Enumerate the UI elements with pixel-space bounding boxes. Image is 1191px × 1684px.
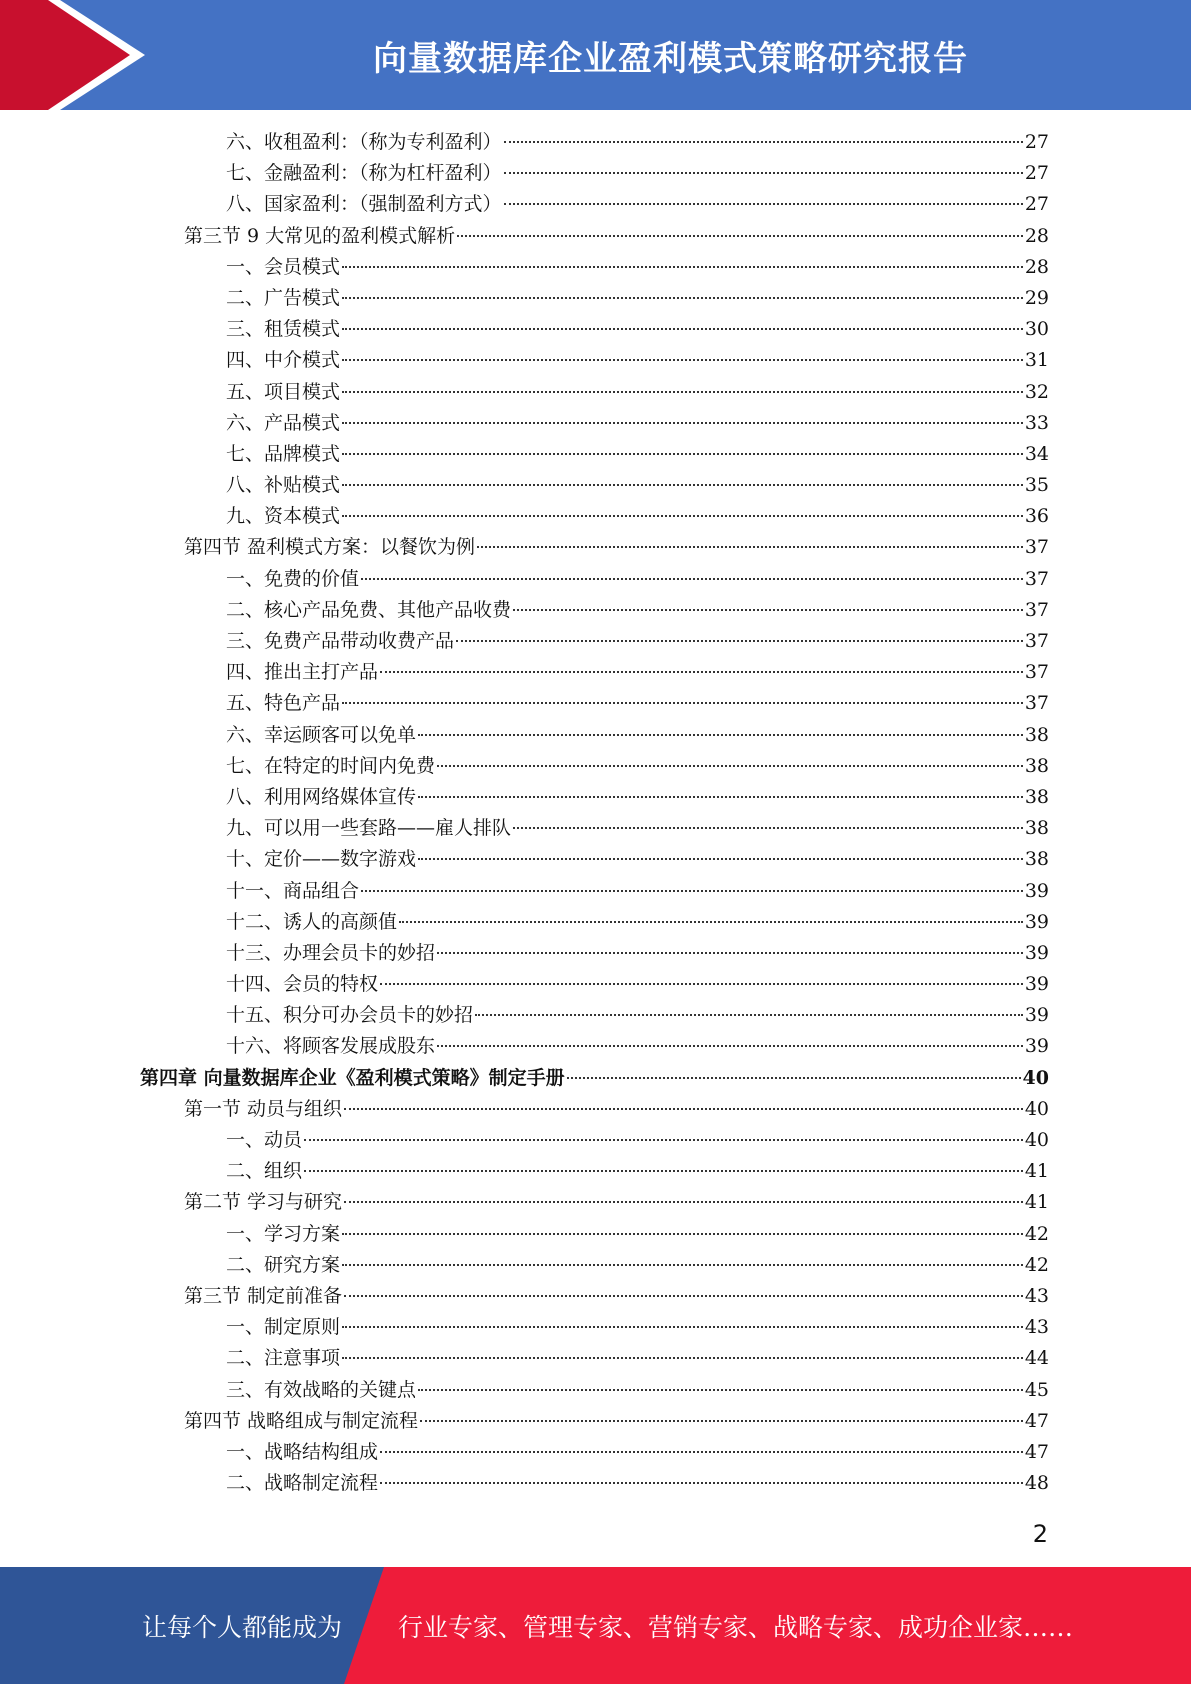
toc-dot-leader (342, 515, 1023, 517)
toc-entry[interactable] (140, 345, 1049, 376)
toc-entry[interactable] (140, 314, 1049, 345)
toc-dot-leader (418, 734, 1023, 736)
toc-entry-page: 39 (1024, 941, 1049, 964)
toc-entry-page: 37 (1024, 661, 1049, 684)
toc-dot-leader (504, 203, 1023, 205)
toc-entry-title: 二、战略制定流程 (226, 1472, 379, 1495)
toc-entry[interactable] (140, 1343, 1049, 1374)
toc-entry-page: 42 (1024, 1222, 1049, 1245)
toc-entry[interactable] (140, 1468, 1049, 1499)
toc-entry-page: 38 (1024, 723, 1049, 746)
toc-entry[interactable] (140, 283, 1049, 314)
toc-entry-title: 三、免费产品带动收费产品 (226, 630, 455, 652)
toc-entry-title: 第四节 战略组成与制定流程 (184, 1409, 419, 1432)
toc-entry-title: 十、定价——数字游戏 (226, 848, 417, 871)
toc-entry-title: 五、特色产品 (226, 692, 341, 715)
toc-entry-page: 27 (1024, 193, 1049, 216)
toc-entry-page: 40 (1024, 1097, 1049, 1120)
toc-entry-title: 三、有效战略的关键点 (226, 1378, 417, 1401)
toc-entry-page: 39 (1024, 973, 1049, 996)
toc-entry-page: 41 (1024, 1191, 1049, 1214)
toc-entry-page: 27 (1024, 162, 1049, 185)
toc-entry[interactable] (140, 1375, 1049, 1406)
toc-entry-title: 四、推出主打产品 (226, 661, 379, 684)
toc-dot-leader (513, 827, 1023, 829)
toc-entry-page: 37 (1024, 567, 1049, 590)
toc-entry-page: 38 (1024, 848, 1049, 871)
toc-entry-title: 七、在特定的时间内免费 (226, 754, 436, 777)
toc-dot-leader (342, 266, 1023, 268)
toc-dot-leader (361, 578, 1023, 580)
toc-entry-title: 三、租赁模式 (226, 318, 341, 341)
toc-entry[interactable] (140, 439, 1049, 470)
toc-dot-leader (456, 640, 1023, 642)
toc-dot-leader (420, 1420, 1023, 1422)
toc-entry-page: 42 (1024, 1253, 1049, 1276)
toc-entry[interactable] (140, 221, 1049, 252)
toc-dot-leader (342, 453, 1023, 455)
page-number: 2 (1032, 1520, 1048, 1548)
toc-entry[interactable] (140, 408, 1049, 439)
toc-dot-leader (380, 671, 1023, 673)
toc-entry-title: 九、可以用一些套路——雇人排队 (226, 817, 512, 840)
toc-entry-page: 41 (1024, 1160, 1049, 1183)
toc-entry-title: 二、研究方案 (226, 1253, 341, 1276)
toc-entry-page: 31 (1024, 349, 1049, 372)
toc-entry[interactable] (140, 501, 1049, 532)
toc-entry[interactable] (140, 532, 1049, 563)
toc-entry-title: 第三节 制定前准备 (184, 1284, 343, 1307)
toc-dot-leader (477, 546, 1023, 548)
toc-entry-page: 37 (1024, 536, 1049, 559)
toc-dot-leader (344, 1108, 1023, 1110)
toc-entry-page: 47 (1024, 1409, 1049, 1432)
toc-dot-leader (567, 1077, 1021, 1079)
toc-entry-page: 36 (1024, 505, 1049, 528)
toc-entry-title: 二、组织 (226, 1160, 303, 1183)
toc-dot-leader (344, 1201, 1023, 1203)
toc-entry-page: 39 (1024, 910, 1049, 933)
toc-entry-page: 43 (1024, 1316, 1049, 1339)
toc-dot-leader (513, 609, 1023, 611)
toc-dot-leader (342, 484, 1023, 486)
toc-entry-title: 一、免费的价值 (226, 567, 360, 590)
toc-dot-leader (437, 765, 1023, 767)
toc-entry-page: 35 (1024, 474, 1049, 497)
toc-dot-leader (342, 297, 1023, 299)
toc-entry-title: 十六、将顾客发展成股东 (226, 1035, 436, 1058)
toc-entry-page: 39 (1024, 1035, 1049, 1058)
header-banner (0, 0, 1191, 110)
toc-entry-page: 30 (1024, 318, 1049, 341)
toc-entry-page: 34 (1024, 442, 1049, 465)
toc-dot-leader (304, 1139, 1023, 1141)
toc-entry-title: 二、核心产品免费、其他产品收费 (226, 598, 512, 621)
toc-entry[interactable] (140, 876, 1049, 907)
toc-dot-leader (342, 1264, 1023, 1266)
toc-entry[interactable] (140, 377, 1049, 408)
toc-dot-leader (304, 1170, 1023, 1172)
toc-entry[interactable] (140, 1187, 1049, 1218)
toc-dot-leader (342, 702, 1023, 704)
toc-entry-page: 39 (1024, 1004, 1049, 1027)
toc-dot-leader (504, 172, 1023, 174)
toc-entry-title: 六、收租盈利：（称为专利盈利） (226, 131, 502, 153)
toc-dot-leader (380, 1451, 1023, 1453)
toc-entry-title: 十四、会员的特权 (226, 973, 379, 996)
toc-entry[interactable] (140, 1063, 1049, 1094)
report-title: 向量数据库企业盈利模式策略研究报告 (373, 38, 968, 79)
toc-entry-page: 33 (1024, 411, 1049, 434)
toc-entry-title: 八、利用网络媒体宣传 (226, 785, 417, 808)
toc-entry-page: 48 (1024, 1472, 1049, 1495)
toc-entry-title: 二、广告模式 (226, 286, 341, 309)
toc-entry[interactable] (140, 657, 1049, 688)
toc-entry-title: 四、中介模式 (226, 349, 341, 372)
toc-entry-title: 十一、商品组合 (226, 879, 360, 902)
toc-entry-title: 一、战略结构组成 (226, 1440, 379, 1463)
footer-slogan-right: 行业专家、管理专家、营销专家、战略专家、成功企业家…… (398, 1612, 1074, 1642)
toc-dot-leader (361, 890, 1023, 892)
toc-dot-leader (342, 1233, 1023, 1235)
toc-entry[interactable] (140, 158, 1049, 189)
toc-dot-leader (342, 422, 1023, 424)
toc-dot-leader (344, 1295, 1023, 1297)
toc-dot-leader (342, 1357, 1023, 1359)
toc-entry[interactable] (140, 1250, 1049, 1281)
toc-entry[interactable] (140, 938, 1049, 969)
toc-entry[interactable] (140, 252, 1049, 283)
toc-entry[interactable] (140, 1125, 1049, 1156)
toc-entry-page: 37 (1024, 692, 1049, 715)
toc-entry-title: 七、品牌模式 (226, 442, 341, 465)
toc-dot-leader (342, 391, 1023, 393)
toc-dot-leader (418, 1389, 1023, 1391)
footer-banner (0, 1567, 1191, 1684)
toc-dot-leader (399, 921, 1023, 923)
toc-dot-leader (437, 952, 1023, 954)
toc-entry[interactable] (140, 1031, 1049, 1062)
table-of-contents (140, 127, 1049, 1499)
toc-entry-title: 一、会员模式 (226, 255, 341, 278)
toc-entry-title: 一、制定原则 (226, 1316, 341, 1339)
toc-entry-page: 43 (1024, 1284, 1049, 1307)
toc-entry-title: 第二节 学习与研究 (184, 1191, 343, 1214)
toc-entry-title: 八、补贴模式 (226, 474, 341, 497)
toc-entry[interactable] (140, 1094, 1049, 1125)
toc-entry[interactable] (140, 595, 1049, 626)
toc-entry[interactable] (140, 1406, 1049, 1437)
toc-entry-title: 十二、诱人的高颜值 (226, 910, 398, 933)
toc-entry-page: 39 (1024, 879, 1049, 902)
toc-entry-title: 第三节 9 大常见的盈利模式解析 (184, 224, 456, 247)
toc-dot-leader (380, 1482, 1023, 1484)
toc-entry[interactable] (140, 1000, 1049, 1031)
toc-entry-page: 38 (1024, 785, 1049, 808)
toc-entry[interactable] (140, 1156, 1049, 1187)
toc-entry[interactable] (140, 470, 1049, 501)
toc-dot-leader (380, 983, 1023, 985)
toc-entry[interactable] (140, 1281, 1049, 1312)
toc-entry-page: 40 (1022, 1066, 1049, 1089)
toc-entry-page: 37 (1024, 630, 1049, 652)
toc-entry-title: 七、金融盈利：（称为杠杆盈利） (226, 162, 502, 185)
footer-slogan-left: 让每个人都能成为 (142, 1612, 343, 1642)
toc-entry-title: 十三、办理会员卡的妙招 (226, 941, 436, 964)
toc-dot-leader (437, 1045, 1023, 1047)
toc-dot-leader (457, 235, 1023, 237)
toc-dot-leader (504, 141, 1023, 143)
toc-entry[interactable] (140, 907, 1049, 938)
toc-entry-title: 五、项目模式 (226, 380, 341, 403)
toc-entry-page: 28 (1024, 224, 1049, 247)
toc-entry[interactable] (140, 688, 1049, 719)
toc-entry[interactable] (140, 751, 1049, 782)
toc-entry[interactable] (140, 1312, 1049, 1343)
toc-entry-title: 六、产品模式 (226, 411, 341, 434)
toc-dot-leader (475, 1014, 1023, 1016)
toc-entry-page: 29 (1024, 286, 1049, 309)
toc-dot-leader (418, 796, 1023, 798)
toc-entry-title: 八、国家盈利：（强制盈利方式） (226, 193, 502, 216)
toc-entry[interactable] (140, 844, 1049, 875)
toc-dot-leader (342, 359, 1023, 361)
toc-entry-page: 47 (1024, 1440, 1049, 1463)
toc-entry-title: 一、动员 (226, 1129, 303, 1151)
toc-entry[interactable] (140, 127, 1049, 158)
toc-entry-page: 40 (1024, 1129, 1049, 1151)
toc-entry-title: 一、学习方案 (226, 1222, 341, 1245)
toc-entry-title: 二、注意事项 (226, 1347, 341, 1370)
toc-entry[interactable] (140, 626, 1049, 657)
toc-dot-leader (418, 858, 1023, 860)
toc-entry[interactable] (140, 189, 1049, 220)
toc-entry-page: 44 (1024, 1347, 1049, 1370)
toc-entry[interactable] (140, 813, 1049, 844)
toc-entry-title: 六、幸运顾客可以免单 (226, 723, 417, 746)
toc-entry-page: 27 (1024, 131, 1049, 153)
toc-entry[interactable] (140, 564, 1049, 595)
toc-entry-title: 九、资本模式 (226, 505, 341, 528)
toc-entry-page: 45 (1024, 1378, 1049, 1401)
toc-entry[interactable] (140, 1219, 1049, 1250)
toc-entry-title: 第四章 向量数据库企业《盈利模式策略》制定手册 (140, 1066, 565, 1089)
toc-entry[interactable] (140, 1437, 1049, 1468)
toc-entry-page: 37 (1024, 598, 1049, 621)
toc-entry-title: 第一节 动员与组织 (184, 1097, 343, 1120)
toc-entry-title: 十五、积分可办会员卡的妙招 (226, 1004, 474, 1027)
toc-dot-leader (342, 328, 1023, 330)
toc-entry-title: 第四节 盈利模式方案：以餐饮为例 (184, 536, 476, 559)
toc-entry-page: 28 (1024, 255, 1049, 278)
toc-entry[interactable] (140, 720, 1049, 751)
toc-dot-leader (342, 1326, 1023, 1328)
toc-entry[interactable] (140, 969, 1049, 1000)
toc-entry-page: 38 (1024, 754, 1049, 777)
toc-entry[interactable] (140, 782, 1049, 813)
toc-entry-page: 32 (1024, 380, 1049, 403)
toc-entry-page: 38 (1024, 817, 1049, 840)
